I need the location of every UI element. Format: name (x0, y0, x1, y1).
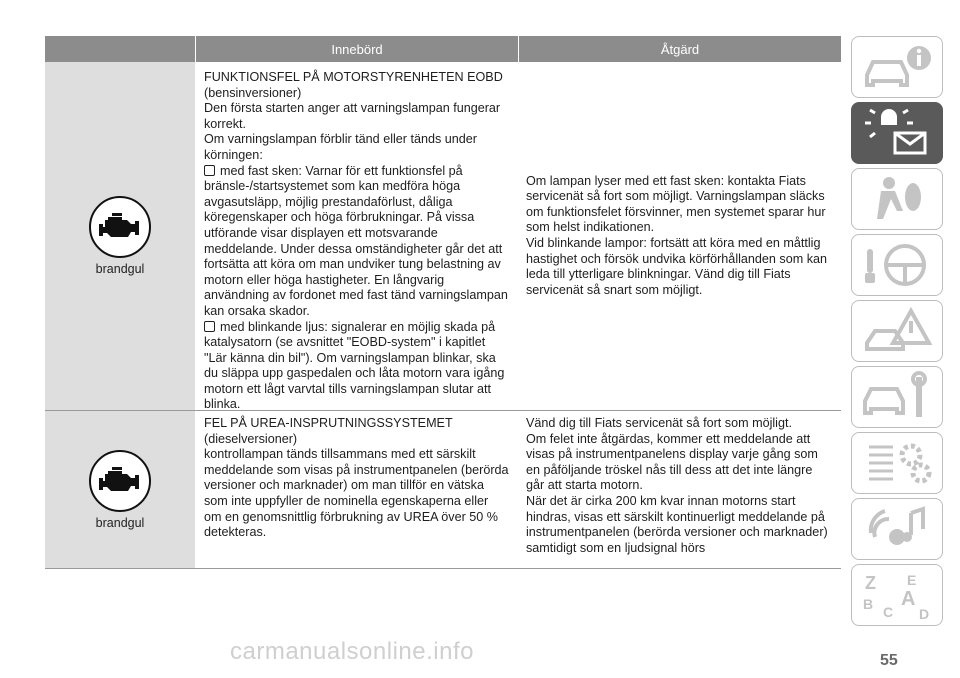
tab-warning-lights[interactable] (851, 102, 943, 164)
index-letter: B (863, 596, 874, 612)
tab-starting-driving[interactable] (851, 234, 943, 296)
meaning-text: kontrollampan tänds tillsammans med ett särskilt meddelande som visas på instrumentpanelen (berörda versioner och marknader) om man tillför en vätska som inte uppfyller de nominella egenskaperna eller om en genomsnittlig förbrukning av UREA över 50 % detekteras. (204, 447, 509, 540)
index-letters-icon (857, 569, 937, 621)
table-row (45, 411, 841, 569)
tab-multimedia[interactable] (851, 498, 943, 560)
index-letter: D (919, 606, 930, 621)
color-label: brandgul (95, 515, 145, 530)
meaning-version: (dieselversioner) (204, 431, 298, 446)
icon-cell (45, 62, 195, 410)
index-letter: A (901, 588, 916, 610)
meaning-title: FEL PÅ UREA-INSPRUTNINGSSYSTEMET (204, 416, 453, 430)
index-letter: Z (865, 573, 876, 593)
action-text: Om felet inte åtgärdas, kommer ett meddelande att visas på instrumentpanelens display varje gång som en påföljande tröskel nås till dess att det inte längre går att starta motorn. (526, 431, 818, 493)
emergency-accident-icon (857, 305, 937, 357)
table-row (45, 62, 841, 411)
action-cell (517, 62, 839, 410)
engine-check-icon (89, 196, 151, 258)
engine-check-icon (89, 450, 151, 512)
watermark: carmanualsonline.info (230, 638, 474, 665)
tab-emergency[interactable] (851, 300, 943, 362)
multimedia-icon (857, 503, 937, 555)
color-label: brandgul (95, 262, 145, 276)
action-text: Vänd dig till Fiats servicenät så fort som möjligt. (526, 416, 792, 430)
meaning-bullet: med blinkande ljus: signalerar en möjlig skada på katalysatorn (se avsnittet "EOBD-system" i kapitlet "Lär känna din bil"). Om varningslampan blinkar, ska du släppa upp gaspedalen och låta motorn vara igång motorn ett lågt varvtal tills varningslampan slutar att blinka. (204, 320, 509, 414)
icon-cell (45, 411, 195, 568)
tab-index[interactable] (851, 564, 943, 626)
specifications-gear-icon (857, 437, 937, 489)
tab-technical-data[interactable] (851, 432, 943, 494)
action-text: Vid blinkande lampor: fortsätt att köra med en måttlig hastighet och försök undvika körförhållanden som kan leda till ytterligare blinkningar. Vänd dig till Fiats servicenät så snart som möjligt. (526, 236, 828, 297)
tab-car-info[interactable] (851, 36, 943, 98)
meaning-cell (195, 62, 517, 410)
action-text: När det är cirka 200 km kvar innan motorns start hindras, visas ett särskilt kontinuerligt meddelande på instrumentpanelen (berörda versioner och marknader) samtidigt som en ljudsignal hörs (526, 493, 828, 555)
index-letter: E (907, 572, 917, 588)
header-meaning: Innebörd (196, 36, 518, 62)
page-number: 55 (880, 652, 898, 669)
action-text: Om lampan lyser med ett fast sken: kontakta Fiats servicenät så fort som möjligt. Varningslampan släcks om funktionsfelet försvinner, men systemet sparar hur som helst indikationen. (526, 173, 826, 235)
meaning-bullet: med fast sken: Varnar för ett funktionsfel på bränsle-/startsystemet som kan medföra höga avgasutsläpp, möjlig prestandaförlust, dåliga köregenskaper och höga förbrukningar. På vissa utförande visar displayen ett motsvarande meddelande. Under dessa omständigheter går det att fortsätta att köra om man undviker tung belastning av motorn eller höga hastigheter. En långvarig användning av fordonet med fast tänd varningslampan kan orsaka skador. (204, 163, 508, 318)
header-action: Åtgärd (519, 36, 841, 62)
steering-wheel-key-icon (857, 239, 937, 291)
header-icon-column (45, 36, 195, 62)
meaning-text: Den första starten anger att varningslampan fungerar korrekt. (204, 101, 501, 131)
meaning-title: FUNKTIONSFEL PÅ MOTORSTYRENHETEN EOBD (204, 70, 503, 84)
meaning-version: (bensinversioner) (204, 85, 302, 100)
car-wrench-icon (857, 371, 937, 423)
table-header (45, 36, 841, 62)
car-info-icon (857, 41, 937, 93)
index-letter: C (883, 604, 894, 620)
meaning-cell (195, 411, 517, 568)
warning-lights-table (45, 36, 841, 569)
tab-maintenance[interactable] (851, 366, 943, 428)
seat-airbag-icon (857, 173, 937, 225)
tab-safety[interactable] (851, 168, 943, 230)
meaning-text: Om varningslampan förblir tänd eller tänds under körningen: (204, 132, 478, 162)
chapter-sidebar (851, 36, 943, 630)
warning-light-icon (857, 107, 937, 159)
action-cell (517, 411, 839, 568)
